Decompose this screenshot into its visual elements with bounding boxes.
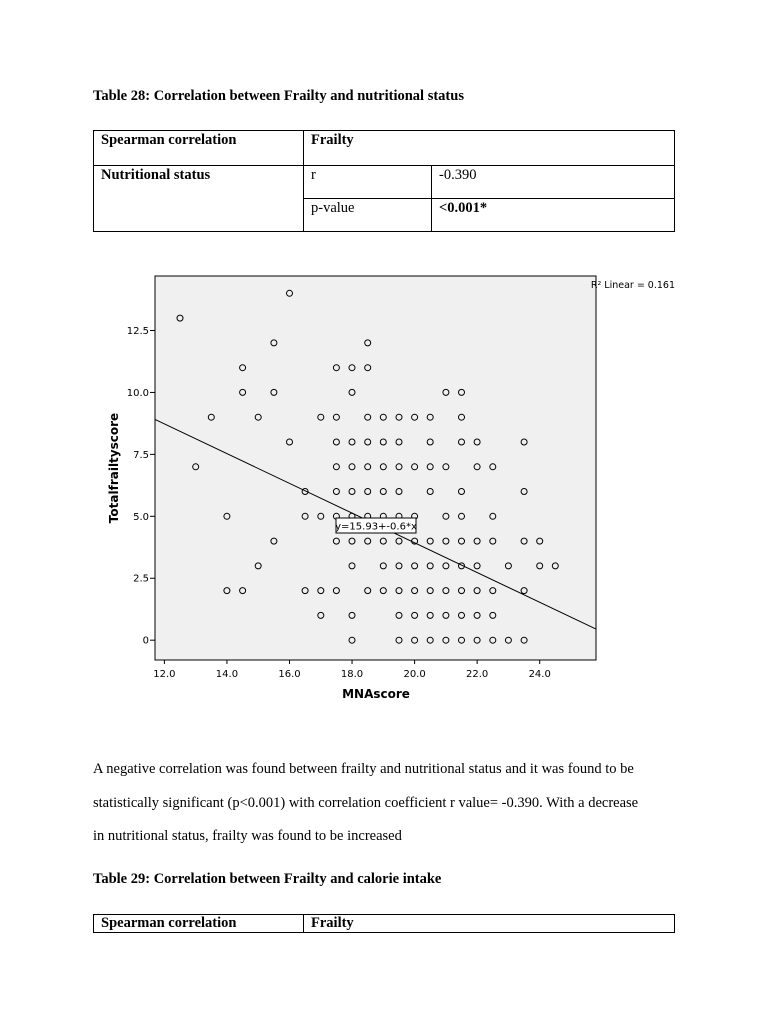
x-axis-label: MNAscore <box>342 687 410 701</box>
y-tick-label: 2.5 <box>133 573 149 585</box>
table-28-p-value: <0.001* <box>432 199 675 232</box>
y-tick-label: 12.5 <box>126 326 149 338</box>
plot-area <box>155 276 596 660</box>
table-28-p-label: p-value <box>304 199 432 232</box>
x-axis-ticks <box>153 660 551 680</box>
table-28 <box>93 130 675 232</box>
table-28-r-label: r <box>304 166 432 199</box>
x-tick-label: 14.0 <box>215 669 239 680</box>
paragraph-line-3: in nutritional status, frailty was found to be increased <box>93 828 402 844</box>
y-tick-label: 10.0 <box>126 387 149 399</box>
scatter-chart <box>100 268 690 708</box>
paragraph-line-2: statistically significant (p<0.001) with correlation coefficient r value= -0.390. With a decrease <box>93 795 639 811</box>
table-28-header-spearman: Spearman correlation <box>94 131 304 166</box>
equation-label: y=15.93+-0.6*x <box>335 521 417 533</box>
paragraph-line-1: A negative correlation was found between frailty and nutritional status and it was found to be <box>93 761 634 777</box>
table-28-row-label: Nutritional status <box>94 166 304 232</box>
x-tick-label: 16.0 <box>278 669 301 680</box>
table-28-header-frailty: Frailty <box>304 131 675 166</box>
r2-label: R² Linear = 0.161 <box>590 280 675 291</box>
x-tick-label: 12.0 <box>153 669 176 680</box>
table-29-header-frailty: Frailty <box>304 915 675 933</box>
y-tick-label: 0 <box>142 635 149 647</box>
y-axis-label: Totalfrailtyscore <box>107 412 121 524</box>
table-29-header-spearman: Spearman correlation <box>94 915 304 933</box>
y-tick-label: 7.5 <box>133 449 149 461</box>
y-axis-ticks <box>127 326 155 647</box>
x-tick-label: 18.0 <box>340 669 364 680</box>
x-tick-label: 24.0 <box>528 669 551 680</box>
table-29 <box>93 914 675 933</box>
table-28-r-value: -0.390 <box>432 166 675 199</box>
table-28-caption: Table 28: Correlation between Frailty and nutritional status <box>93 88 464 104</box>
table-29-caption: Table 29: Correlation between Frailty and calorie intake <box>93 871 442 887</box>
x-tick-label: 22.0 <box>466 669 489 680</box>
y-tick-label: 5.0 <box>133 511 149 523</box>
x-tick-label: 20.0 <box>403 669 426 680</box>
